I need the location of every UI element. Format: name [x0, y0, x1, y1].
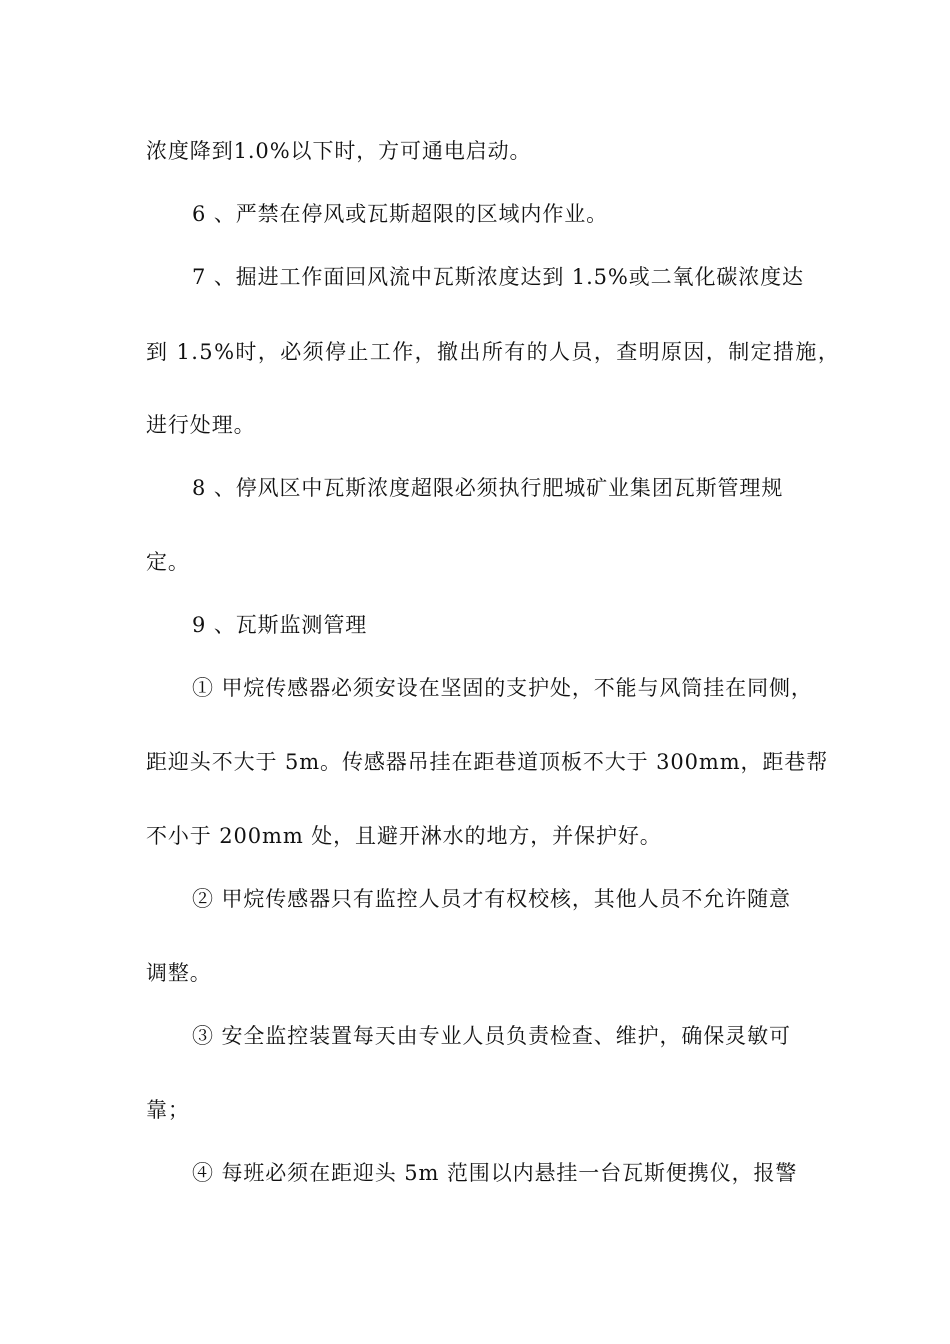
text-line: 调整。 [146, 961, 212, 985]
text-line: 进行处理。 [146, 413, 256, 437]
text-line: 8 、停风区中瓦斯浓度超限必须执行肥城矿业集团瓦斯管理规 [192, 476, 784, 500]
text-line: ③ 安全监控装置每天由专业人员负责检查、维护，确保灵敏可 [192, 1024, 791, 1048]
text-line: ① 甲烷传感器必须安设在坚固的支护处，不能与风筒挂在同侧， [192, 676, 813, 700]
text-line: 靠； [146, 1098, 190, 1122]
text-line: ④ 每班必须在距迎头 5m 范围以内悬挂一台瓦斯便携仪，报警 [192, 1161, 798, 1185]
text-line: 距迎头不大于 5m。传感器吊挂在距巷道顶板不大于 300mm，距巷帮 [146, 750, 829, 774]
text-line: 9 、瓦斯监测管理 [192, 613, 368, 637]
text-line: 到 1.5%时，必须停止工作，撤出所有的人员，查明原因，制定措施， [146, 340, 841, 364]
text-line: 不小于 200mm 处，且避开淋水的地方，并保护好。 [146, 824, 662, 848]
text-line: 定。 [146, 550, 190, 574]
text-line: ② 甲烷传感器只有监控人员才有权校核，其他人员不允许随意 [192, 887, 791, 911]
text-line: 浓度降到1.0%以下时，方可通电启动。 [146, 139, 532, 163]
text-line: 6 、严禁在停风或瓦斯超限的区域内作业。 [192, 202, 609, 226]
text-line: 7 、掘进工作面回风流中瓦斯浓度达到 1.5%或二氧化碳浓度达 [192, 265, 804, 289]
